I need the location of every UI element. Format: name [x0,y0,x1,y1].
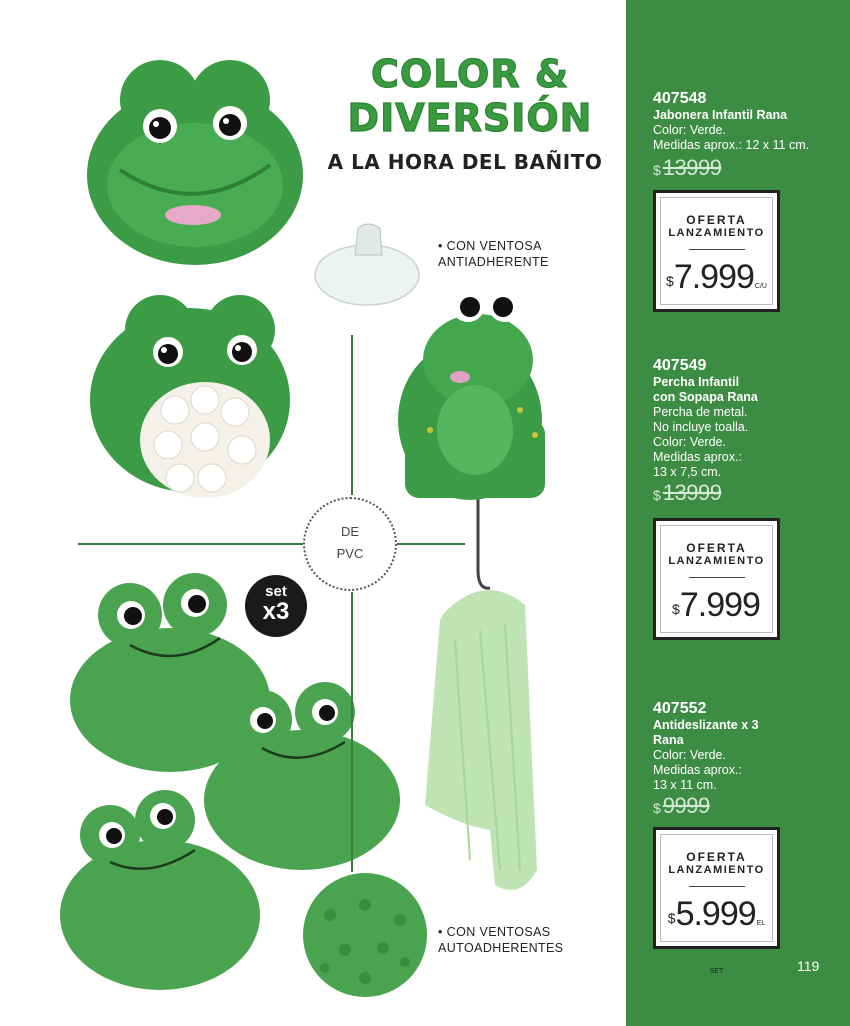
page-number: 119 [797,958,820,974]
product-name: Antideslizante x 3 [653,718,759,732]
price-currency: $ [666,273,673,289]
offer-label: OFERTA [686,850,747,864]
product-name: Percha Infantil [653,375,740,389]
suctions-note-line-2: AUTOADHERENTES [438,941,564,955]
suctions-note-line-1: • CON VENTOSAS [438,925,551,939]
price-unit: EL SET [709,920,766,975]
page-title [330,52,610,140]
launch-label: LANZAMIENTO [668,555,765,567]
product-name: Jabonera Infantil Rana [653,108,788,122]
price-currency: $ [672,601,679,617]
suctions-note [438,924,564,956]
product-desc-line: Medidas aprox.: [653,763,742,777]
suction-note-line-2: ANTIADHERENTE [438,255,549,269]
product-desc-line: Medidas aprox.: [653,450,742,464]
offer-price [661,586,772,634]
old-price-currency: $ [653,162,661,178]
frog-soap-dish-with-soap-image [90,295,290,498]
suction-detail-image [303,873,427,997]
offer-box-inner [660,834,773,975]
old-price-value: 9999 [662,793,710,818]
pvc-badge [303,497,397,591]
pvc-badge-line-2: PVC [336,546,364,561]
product-code: 407552 [653,700,707,717]
towel-image [425,590,537,890]
offer-divider [689,577,745,578]
price-value: 7.999 [679,586,760,624]
offer-divider [689,249,745,250]
product-name-line-2: con Sopapa Rana [653,390,758,404]
horizontal-divider-right [397,543,465,545]
old-price-currency: $ [653,800,661,816]
launch-label: LANZAMIENTO [668,864,765,876]
offer-divider [689,886,745,887]
frog-antislip-1-image [70,573,270,772]
suction-note [438,238,549,270]
product-407549 [653,357,838,480]
old-price [653,793,710,819]
offer-label: OFERTA [686,541,747,555]
suction-cup-image [315,224,419,305]
price-currency: $ [667,910,675,926]
product-desc-line: Color: Verde. [653,435,726,449]
product-desc-line: Percha de metal. [653,405,748,419]
offer-box [653,190,780,312]
product-desc-line: No incluye toalla. [653,420,749,434]
product-desc-line: Color: Verde. [653,748,726,762]
set-badge-line-2: x3 [262,598,290,625]
price-unit: C/U [754,283,767,290]
page-subtitle: A LA HORA DEL BAÑITO [327,150,603,174]
offer-price [661,895,772,991]
product-name-line-2: Rana [653,733,684,747]
title-line-2: DIVERSIÓN [347,96,593,140]
offer-price [661,258,772,306]
set-badge [245,575,307,637]
suction-note-line-1: • CON VENTOSA [438,239,542,253]
offer-box-inner [660,197,773,305]
old-price [653,480,721,506]
product-desc-line: 13 x 11 cm. [653,778,717,792]
old-price-value: 13999 [662,155,722,180]
vertical-divider-top [351,335,353,495]
price-value: 7.999 [673,258,754,296]
offer-box [653,518,780,640]
old-price-currency: $ [653,487,661,503]
frog-soap-dish-image [87,60,303,265]
set-badge-line-1: set [265,583,287,600]
product-407552 [653,700,838,793]
vertical-divider-bottom [351,592,353,872]
offer-box [653,827,780,975]
title-line-1: COLOR & [371,52,569,96]
horizontal-divider-left [78,543,304,545]
product-desc-line: Color: Verde. [653,123,726,137]
price-value: 5.999 [675,895,756,933]
product-desc-line: 13 x 7,5 cm. [653,465,722,479]
product-code: 407548 [653,90,707,107]
old-price-value: 13999 [662,480,722,505]
product-code: 407549 [653,357,707,374]
offer-label: OFERTA [686,213,747,227]
offer-box-inner [660,525,773,633]
product-desc-line: Medidas aprox.: 12 x 11 cm. [653,138,810,152]
old-price [653,155,721,181]
launch-label: LANZAMIENTO [668,227,765,239]
pvc-badge-line-1: DE [340,524,360,539]
product-407548 [653,90,838,153]
